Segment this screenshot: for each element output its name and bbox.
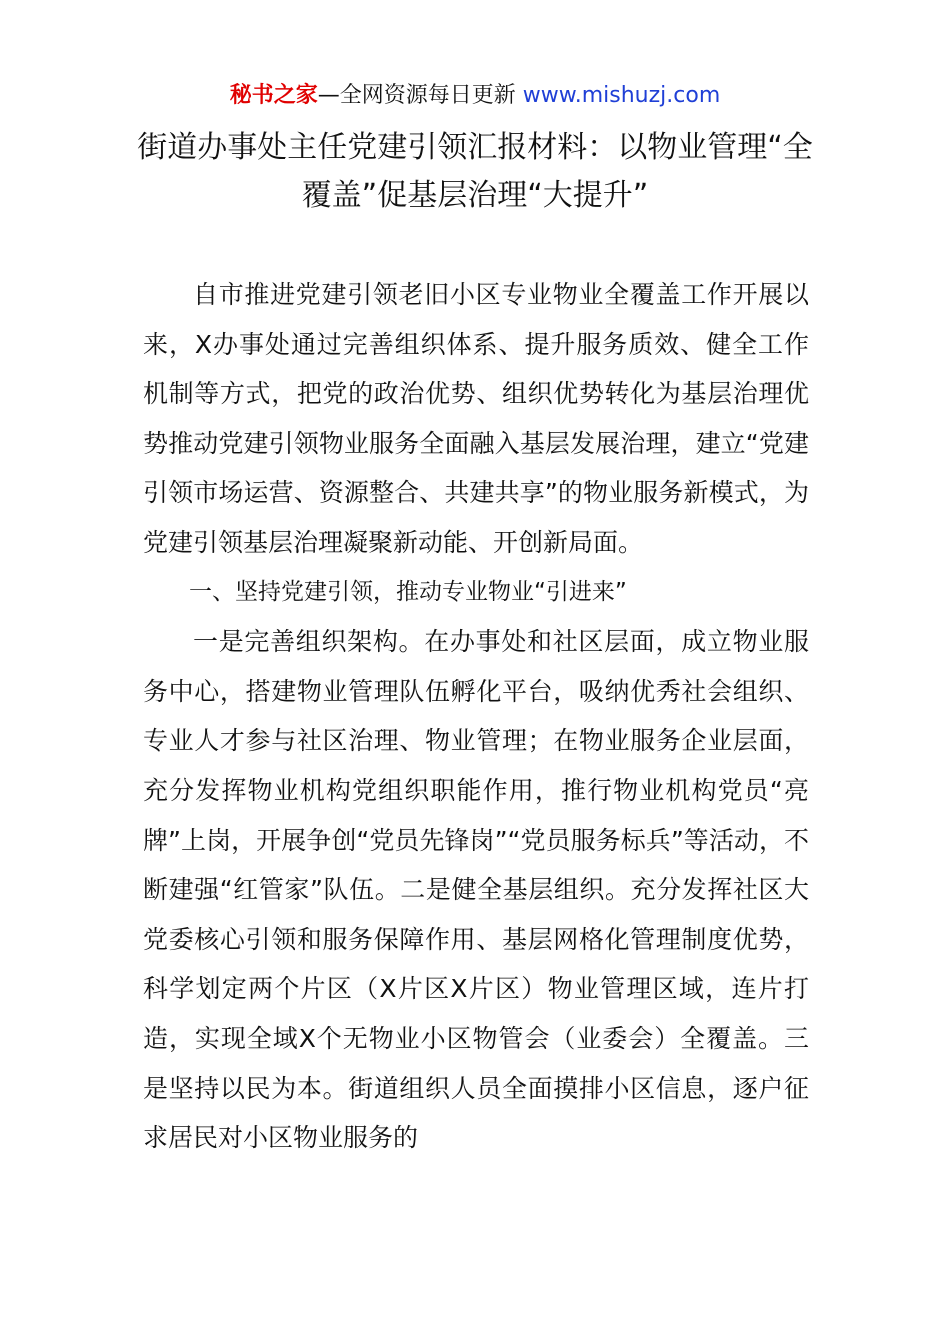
document-title: 街道办事处主任党建引领汇报材料：以物业管理“全覆盖”促基层治理“大提升” bbox=[137, 130, 813, 213]
intro-paragraph: 自市推进党建引领老旧小区专业物业全覆盖工作开展以来，X办事处通过完善组织体系、提升服务质效、健全工作机制等方式，把党的政治优势、组织优势转化为基层治理优势推动党建引领物业服务全面融入基层发展治理，建立“党建引领市场运营、资源整合、共建共享”的物业服务新模式，为党建引领基层治理凝聚新动能、开创新局面。 bbox=[143, 280, 809, 557]
brand-name: 秘书之家 bbox=[229, 83, 318, 108]
document-body bbox=[143, 270, 809, 1163]
header-tagline: —全网资源每日更新 bbox=[317, 83, 523, 108]
section-heading: 一、坚持党建引领，推动专业物业“引进来” bbox=[189, 578, 627, 605]
section-paragraph: 一是完善组织架构。在办事处和社区层面，成立物业服务中心，搭建物业管理队伍孵化平台，吸纳优秀社会组织、专业人才参与社区治理、物业管理；在物业服务企业层面，充分发挥物业机构党组织职能作用，推行物业机构党员“亮牌”上岗，开展争创“党员先锋岗”“党员服务标兵”等活动，不断建强“红管家”队伍。二是健全基层组织。充分发挥社区大党委核心引领和服务保障作用、基层网格化管理制度优势，科学划定两个片区（X片区X片区）物业管理区域，连片打造，实现全域X个无物业小区物管会（业委会）全覆盖。三是坚持以民为本。街道组织人员全面摸排小区信息，逐户征求居民对小区物业服务的 bbox=[143, 627, 809, 1153]
site-header bbox=[0, 80, 950, 112]
site-url: www.mishuzj.com bbox=[522, 83, 721, 108]
